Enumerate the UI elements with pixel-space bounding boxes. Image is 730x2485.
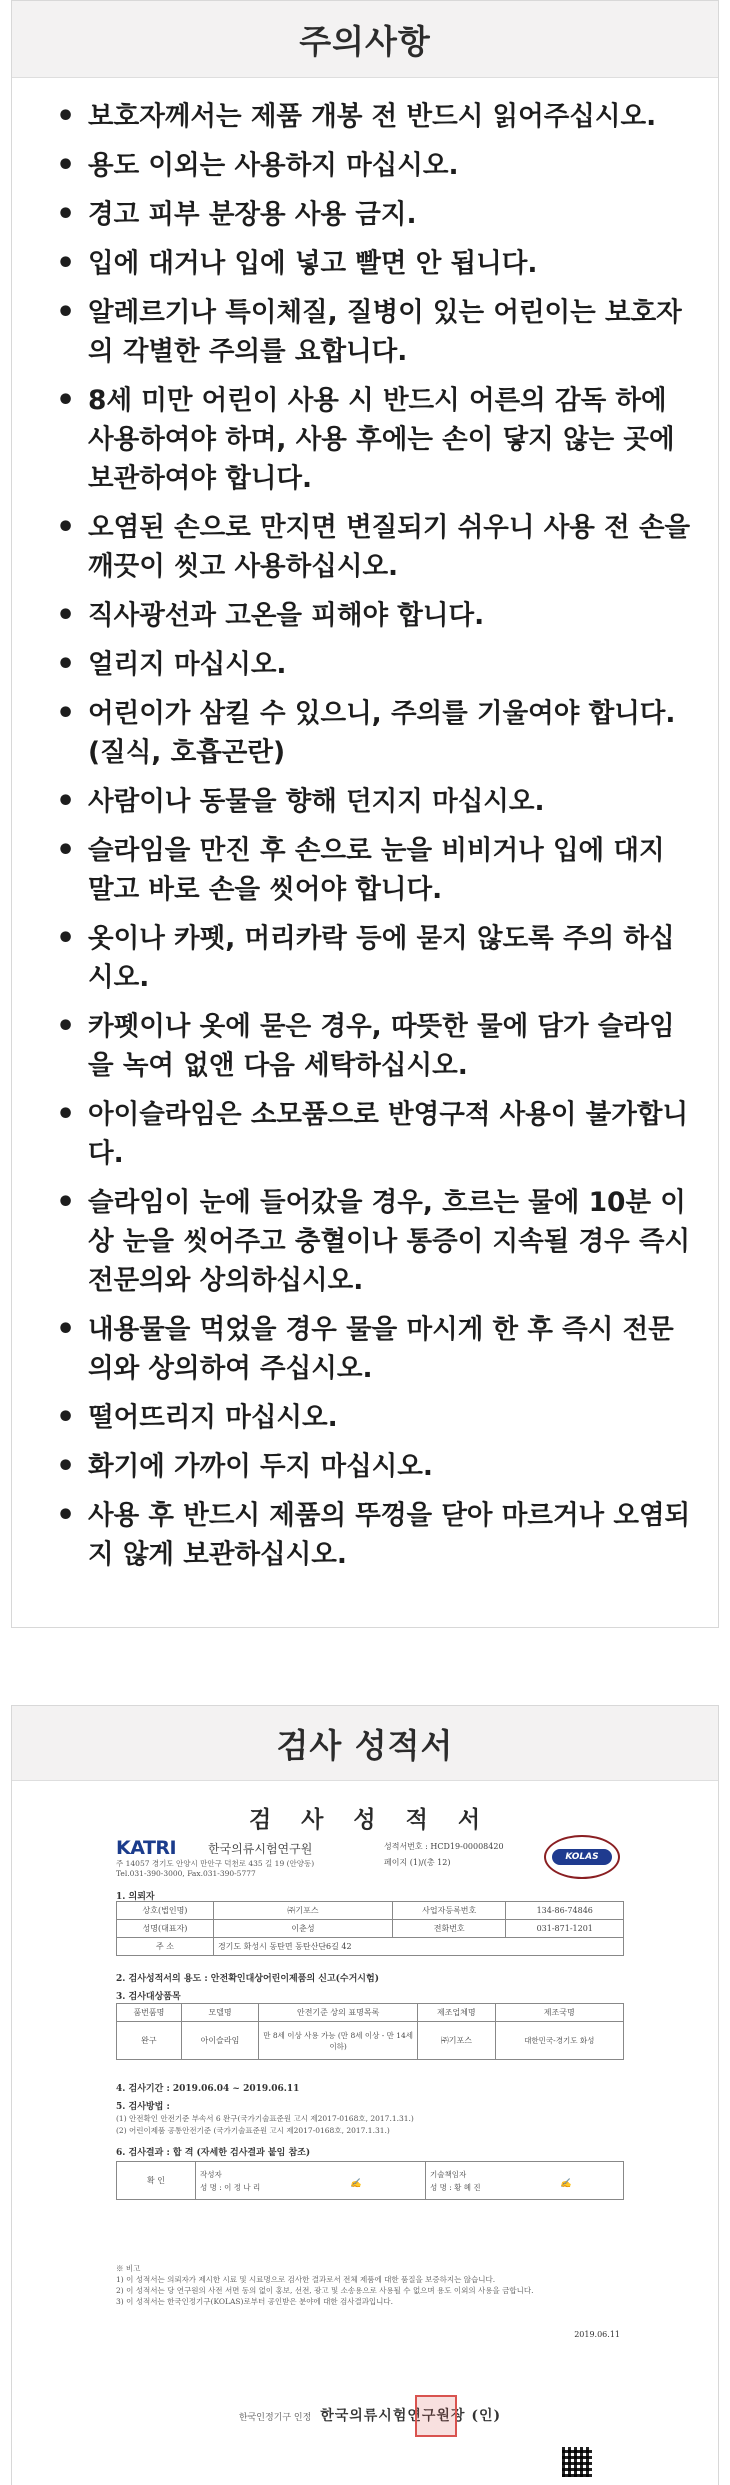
method-2: (2) 어린이제품 공통안전기준 (국가기술표준원 고시 제2017-0168호, 2017.1.31.) xyxy=(116,2126,390,2135)
certificate-panel xyxy=(11,1705,719,2485)
writer-label: 작성자 xyxy=(200,2169,222,2179)
caution-item: • 오염된 손으로 만지면 변질되기 쉬우니 사용 전 손을 깨끗이 씻고 사용하십시오. xyxy=(12,508,718,586)
caution-item: • 떨어뜨리지 마십시오. xyxy=(12,1398,718,1437)
katri-logo xyxy=(116,1837,176,1859)
note-1: 1) 이 성적서는 의뢰자가 제시한 시료 및 시료명으로 검사한 결과로서 전체 제품에 대한 품질을 보증하지는 않습니다. xyxy=(116,2275,496,2284)
doc-header xyxy=(116,1835,624,1881)
th: 품번품명 xyxy=(117,2004,182,2022)
cell-label: 상호(법인명) xyxy=(117,1902,214,1920)
issue-date: 2019.06.11 xyxy=(574,2330,620,2339)
caution-item: • 직사광선과 고온을 피해야 합니다. xyxy=(12,596,718,635)
note-2: 2) 이 성적서는 당 연구원의 사전 서면 동의 없이 홍보, 선전, 광고 및 소송용으로 사용될 수 없으며 용도 이외의 사용을 금합니다. xyxy=(116,2286,534,2295)
doc-title: 검 사 성 적 서 xyxy=(248,1806,492,1833)
qr-code-icon xyxy=(562,2447,592,2477)
cell-label: 전화번호 xyxy=(392,1920,506,1938)
caution-item: • 아이슬라임은 소모품으로 반영구적 사용이 불가합니다. xyxy=(12,1095,718,1173)
institute-address xyxy=(116,1859,356,1879)
items-table xyxy=(116,2003,624,2060)
cell-label: 성명(대표자) xyxy=(117,1920,214,1938)
cell-value: ㈜기포스 xyxy=(213,1902,392,1920)
caution-item: • 얼리지 마십시오. xyxy=(12,645,718,684)
notes xyxy=(116,2263,616,2307)
certificate-header xyxy=(12,1706,718,1781)
td: 만 8세 이상 사용 가능 (만 8세 이상 - 만 14세 이하) xyxy=(259,2022,418,2060)
section-result: 6. 검사결과 : 합 격 (자세한 검사결과 붙임 참조) xyxy=(116,2148,311,2158)
caution-item: • 화기에 가까이 두지 마십시오. xyxy=(12,1447,718,1486)
caution-item: • 사용 후 반드시 제품의 뚜껑을 닫아 마르거나 오염되지 않게 보관하십시오. xyxy=(12,1496,718,1574)
caution-header xyxy=(12,1,718,78)
certificate-document xyxy=(110,1795,630,2480)
method-1: (1) 안전확인 안전기준 부속서 6 완구(국가기술표준원 고시 제2017-0168호, 2017.1.31.) xyxy=(116,2114,414,2123)
confirm-label: 확 인 xyxy=(117,2162,196,2200)
caution-item: • 슬라임이 눈에 들어갔을 경우, 흐르는 물에 10분 이상 눈을 씻어주고 충혈이나 통증이 지속될 경우 즉시 전문의와 상의하십시오. xyxy=(12,1183,718,1300)
certificate-title: 검사 성적서 xyxy=(276,1725,454,1765)
caution-list xyxy=(12,78,718,1574)
section-method: 5. 검사방법 : xyxy=(116,2102,170,2112)
caution-item: • 슬라임을 만진 후 손으로 눈을 비비거나 입에 대지 말고 바로 손을 씻어야 합니다. xyxy=(12,831,718,909)
approver-label: 기술책임자 xyxy=(429,2169,467,2179)
writer-name: 성 명 : 이 정 나 리 xyxy=(200,2182,261,2192)
contact-line: Tel.031-390-3000, Fax.031-390-5777 xyxy=(116,1869,256,1878)
cert-number xyxy=(384,1839,504,1871)
cell-label: 사업자등록번호 xyxy=(392,1902,506,1920)
confirm-table xyxy=(116,2161,624,2200)
note-3: 3) 이 성적서는 한국인정기구(KOLAS)로부터 공인받은 분야에 대한 검사결과입니다. xyxy=(116,2297,394,2306)
sign-name: 한국의류시험연구원장 (인) xyxy=(320,2408,502,2424)
caution-item: • 옷이나 카펫, 머리카락 등에 묻지 않도록 주의 하십시오. xyxy=(12,919,718,997)
cell-value: 134-86-74846 xyxy=(506,1902,624,1920)
caution-panel xyxy=(11,0,719,1628)
caution-item: • 8세 미만 어린이 사용 시 반드시 어른의 감독 하에 사용하여야 하며, 사용 후에는 손이 닿지 않는 곳에 보관하여야 합니다. xyxy=(12,381,718,498)
caution-item: • 입에 대거나 입에 넣고 빨면 안 됩니다. xyxy=(12,244,718,283)
cert-number-line: 성적서번호 : HCD19-00008420 xyxy=(384,1842,504,1851)
td: 완구 xyxy=(117,2022,182,2060)
cell-value: 이춘성 xyxy=(213,1920,392,1938)
caution-item: • 어린이가 삼킬 수 있으니, 주의를 기울여야 합니다. (질식, 호흡곤란) xyxy=(12,694,718,772)
approver-signature: ✍ xyxy=(560,2179,572,2189)
katri-logo-text: KATRI xyxy=(116,1837,177,1859)
caution-item: • 카펫이나 옷에 묻은 경우, 따뜻한 물에 담가 슬라임을 녹여 없앤 다음 세탁하십시오. xyxy=(12,1007,718,1085)
address-line: 주 14057 경기도 안양시 만안구 덕천로 435 길 19 (안양동) xyxy=(116,1859,315,1868)
td: 대한민국-경기도 화성 xyxy=(495,2022,624,2060)
signature-line xyxy=(110,2405,630,2425)
approver-name: 성 명 : 황 혜 진 xyxy=(429,2182,481,2192)
notes-label: ※ 비고 xyxy=(116,2264,141,2273)
cell-value: 031-871-1201 xyxy=(506,1920,624,1938)
th: 모델명 xyxy=(181,2004,258,2022)
cell-value: 경기도 화성시 동탄면 동탄산단6길 42 xyxy=(213,1938,623,1956)
td: 아이슬라임 xyxy=(181,2022,258,2060)
caution-item: • 사람이나 동물을 향해 던지지 마십시오. xyxy=(12,782,718,821)
writer-signature: ✍ xyxy=(350,2179,362,2189)
th: 안전기준 상의 표명목록 xyxy=(259,2004,418,2022)
institute-name: 한국의류시험연구원 xyxy=(208,1842,313,1856)
th: 제조국명 xyxy=(495,2004,624,2022)
caution-title: 주의사항 xyxy=(299,21,431,61)
caution-item: • 용도 이외는 사용하지 마십시오. xyxy=(12,146,718,185)
approver-cell xyxy=(425,2162,623,2200)
sign-prefix: 한국인정기구 인정 xyxy=(238,2413,312,2423)
kolas-logo xyxy=(544,1835,620,1879)
td: ㈜기포스 xyxy=(418,2022,495,2060)
page-line: 페이지 (1)/(총 12) xyxy=(384,1858,451,1867)
caution-item: • 알레르기나 특이체질, 질병이 있는 어린이는 보호자의 각별한 주의를 요합니다. xyxy=(12,293,718,371)
th: 제조업체명 xyxy=(418,2004,495,2022)
cell-label: 주 소 xyxy=(117,1938,214,1956)
section-applicant: 1. 의뢰자 xyxy=(116,1892,155,1902)
section-items: 3. 검사대상품목 xyxy=(116,1992,181,2002)
kolas-text: KOLAS xyxy=(552,1849,612,1865)
caution-item: • 경고 피부 분장용 사용 금지. xyxy=(12,195,718,234)
section-period: 4. 검사기간 : 2019.06.04 ~ 2019.06.11 xyxy=(116,2084,300,2094)
caution-item: • 보호자께서는 제품 개봉 전 반드시 읽어주십시오. xyxy=(12,97,718,136)
methods xyxy=(116,2113,616,2137)
seal-stamp-icon xyxy=(415,2395,457,2437)
applicant-table xyxy=(116,1901,624,1956)
section-purpose: 2. 검사성적서의 용도 : 안전확인대상어린이제품의 신고(수거시험) xyxy=(116,1974,379,1984)
writer-cell xyxy=(196,2162,426,2200)
caution-item: • 내용물을 먹었을 경우 물을 마시게 한 후 즉시 전문의와 상의하여 주십시오. xyxy=(12,1310,718,1388)
